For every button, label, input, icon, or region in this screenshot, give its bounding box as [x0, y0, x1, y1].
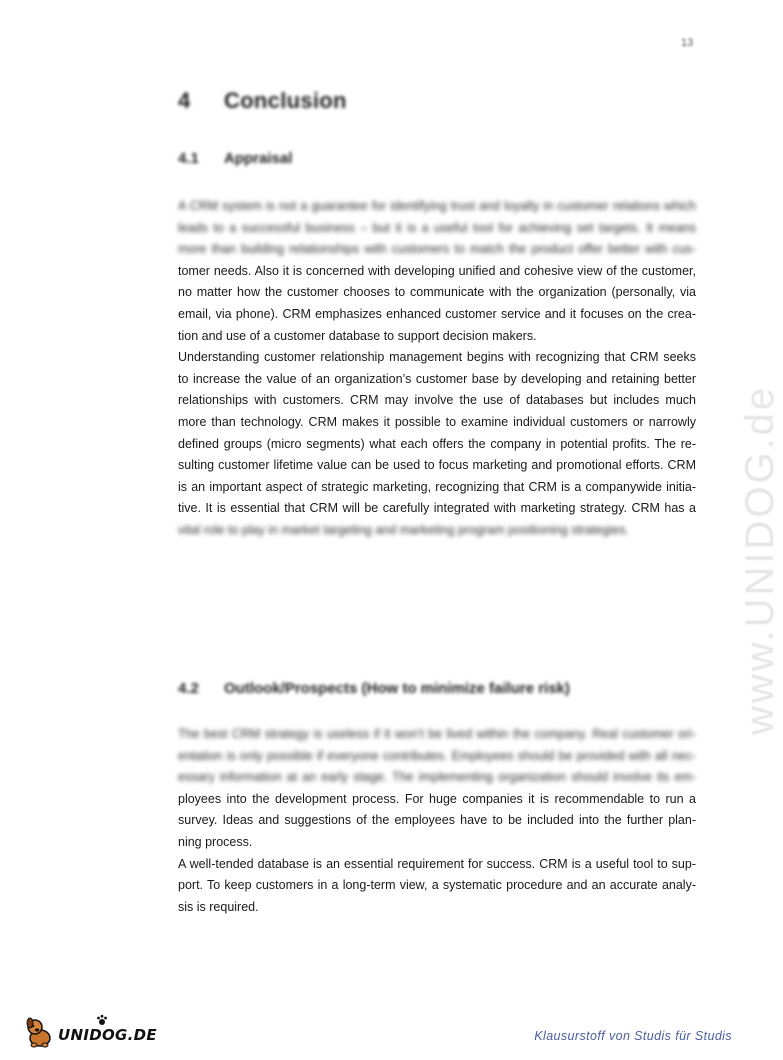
text-line: A well-tended database is an essential requirement for success. CRM is a useful tool to sup- — [178, 856, 696, 871]
appraisal-text — [178, 196, 696, 542]
section-title: Appraisal — [224, 150, 293, 167]
outlook-text — [178, 724, 696, 918]
text-line: essary information at an early stage. The implementing organization should involve its em- — [178, 770, 696, 785]
watermark-text: www.UNIDOG.de — [738, 384, 782, 735]
text-line: Understanding customer relationship management begins with recognizing that CRM seeks — [178, 350, 696, 365]
section-title: Outlook/Prospects (How to minimize failure risk) — [224, 680, 570, 697]
text-line: A CRM system is not a guarantee for identifying trust and loyalty in customer relations which — [178, 199, 696, 213]
paw-icon — [96, 1014, 108, 1026]
text-line: defined groups (micro segments) what each offers the company in potential profits. The re- — [178, 436, 696, 451]
section-heading-outlook — [178, 680, 698, 697]
text-line: survey. Ideas and suggestions of the employees have to be included into the further plan- — [178, 813, 696, 828]
text-line: ning process. — [178, 834, 253, 849]
text-line: tive. It is essential that CRM will be carefully integrated with marketing strategy. CRM has a — [178, 501, 696, 516]
chapter-heading — [178, 88, 698, 114]
text-line: entation is only possible if everyone contributes. Employees should be provided with all nec- — [178, 748, 696, 763]
text-line: port. To keep customers in a long-term view, a systematic procedure and an accurate analy- — [178, 878, 696, 893]
text-line: more than technology. CRM makes it possible to examine individual customers or narrowly — [178, 414, 696, 429]
text-line: leads to a successful business – but it is a useful tool for achieving set targets. It means — [178, 220, 696, 235]
text-line: vital role to play in market targeting and marketing program positioning strategies. — [178, 522, 629, 537]
section-number: 4.1 — [178, 150, 199, 167]
text-line: sis is required. — [178, 899, 259, 914]
section-heading-appraisal — [178, 150, 698, 167]
text-line: more than building relationships with customers to match the product offer better with cus- — [178, 242, 696, 257]
text-line: email, via phone). CRM emphasizes enhanced customer service and it focuses on the crea- — [178, 306, 696, 321]
chapter-title: Conclusion — [224, 88, 347, 113]
section-number: 4.2 — [178, 680, 199, 697]
text-line: no matter how the customer chooses to communicate with the organization (personally, via — [178, 285, 696, 300]
text-line: relationships with customers. CRM may involve the use of databases but includes much — [178, 393, 696, 408]
footer-tagline: Klausurstoff von Studis für Studis — [534, 1029, 732, 1043]
text-line: sulting customer lifetime value can be used to focus marketing and promotional efforts. CRM — [178, 458, 696, 473]
text-line: ployees into the development process. For huge companies it is recommendable to run a — [178, 791, 696, 806]
logo-text: UNIDOG.DE — [58, 1026, 157, 1044]
text-line: to increase the value of an organization’s customer base by developing and retaining better — [178, 371, 696, 386]
dog-icon — [22, 1014, 58, 1050]
page-number: 13 — [681, 37, 694, 49]
text-line: is an important aspect of strategic marketing, recognizing that CRM is a companywide initia- — [178, 479, 696, 494]
text-line: tion and use of a customer database to support decision makers. — [178, 328, 537, 343]
text-line: tomer needs. Also it is concerned with developing unified and cohesive view of the customer, — [178, 263, 696, 278]
unidog-logo — [22, 1014, 162, 1050]
chapter-number: 4 — [178, 88, 191, 113]
text-line: The best CRM strategy is useless if it won’t be lived within the company. Real customer ori- — [178, 727, 696, 741]
